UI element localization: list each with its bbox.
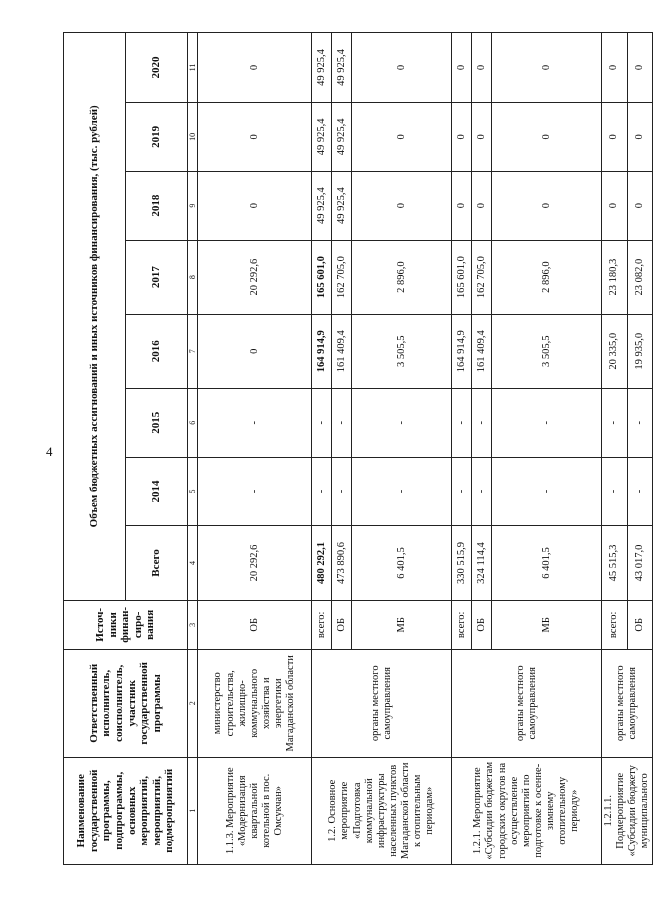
cell-total: 20 292,6	[198, 526, 312, 600]
row-responsible: органы местного самоуправления	[312, 650, 452, 757]
cell-2020: 0	[602, 33, 628, 103]
cell-2017: 2 896,0	[492, 240, 602, 314]
cell-2017: 162 705,0	[332, 240, 352, 314]
column-index: 7	[188, 314, 198, 388]
cell-2014: -	[332, 457, 352, 526]
page-number: 4	[46, 444, 53, 459]
cell-2020: 0	[198, 33, 312, 103]
table-row	[312, 33, 332, 865]
cell-2020: 0	[472, 33, 492, 103]
cell-2019: 0	[492, 103, 602, 172]
header-name: Наименование государственной программы, подпрограммы, основных мероприятий, мероприятий, подмероприятий	[64, 757, 188, 864]
cell-total: 6 401,5	[352, 526, 452, 600]
cell-2016: 161 409,4	[472, 314, 492, 388]
column-index: 4	[188, 526, 198, 600]
header-source: Источ-ники финан-сиро-вания	[64, 600, 188, 649]
cell-2015: -	[602, 388, 628, 457]
header-year: 2015	[126, 388, 188, 457]
cell-2020: 0	[627, 33, 653, 103]
cell-2019: 0	[198, 103, 312, 172]
cell-total: 43 017,0	[627, 526, 653, 600]
cell-2015: -	[452, 388, 472, 457]
funding-table-rotated	[63, 32, 651, 865]
column-index: 10	[188, 103, 198, 172]
cell-2015: -	[627, 388, 653, 457]
column-index: 2	[188, 650, 198, 757]
cell-2020: 0	[492, 33, 602, 103]
column-index: 5	[188, 457, 198, 526]
cell-2019: 0	[627, 103, 653, 172]
cell-2016: 0	[198, 314, 312, 388]
row-name: 1.2.1.1. Подмероприятие «Субсидии бюджету муниципального	[602, 757, 653, 864]
column-index: 3	[188, 600, 198, 649]
cell-2017: 165 601,0	[312, 240, 332, 314]
cell-2019: 0	[472, 103, 492, 172]
column-index: 1	[188, 757, 198, 864]
header-year: 2020	[126, 33, 188, 103]
cell-2016: 20 335,0	[602, 314, 628, 388]
cell-2018: 0	[492, 171, 602, 240]
cell-2018: 49 925,4	[312, 171, 332, 240]
cell-2014: -	[352, 457, 452, 526]
header-funding-group: Объем бюджетных ассигнований и иных источников финансирования, (тыс. рублей)	[64, 33, 126, 601]
cell-2017: 23 180,3	[602, 240, 628, 314]
cell-2020: 0	[352, 33, 452, 103]
cell-2018: 0	[627, 171, 653, 240]
row-source: ОБ	[332, 600, 352, 649]
cell-2020: 49 925,4	[312, 33, 332, 103]
cell-2020: 49 925,4	[332, 33, 352, 103]
cell-2018: 0	[352, 171, 452, 240]
row-source: МБ	[352, 600, 452, 649]
header-year: 2019	[126, 103, 188, 172]
row-responsible: органы местного самоуправления	[602, 650, 653, 757]
header-responsible: Ответственный исполнитель, соисполнитель, участник государственной программы	[64, 650, 188, 757]
column-index: 9	[188, 171, 198, 240]
table-row	[452, 33, 472, 865]
cell-2016: 3 505,5	[352, 314, 452, 388]
cell-2015: -	[492, 388, 602, 457]
row-source: ОБ	[198, 600, 312, 649]
row-source: всего:	[452, 600, 472, 649]
row-name: 1.1.3. Мероприятие «Модернизация квартальной котельной в пос. Омсукчан»	[198, 757, 312, 864]
cell-2020: 0	[452, 33, 472, 103]
cell-2016: 164 914,9	[452, 314, 472, 388]
cell-2016: 19 935,0	[627, 314, 653, 388]
table-row	[602, 33, 628, 865]
table-row	[198, 33, 312, 865]
column-index-row	[188, 33, 198, 865]
row-name: 1.2. Основное мероприятие «Подготовка коммунальной инфраструктуры населенных пунктов Магаданской области к отопительным периодам»	[312, 757, 452, 864]
cell-2018: 49 925,4	[332, 171, 352, 240]
cell-2015: -	[472, 388, 492, 457]
cell-2015: -	[332, 388, 352, 457]
cell-2014: -	[492, 457, 602, 526]
cell-total: 473 890,6	[332, 526, 352, 600]
cell-2015: -	[198, 388, 312, 457]
cell-2019: 0	[352, 103, 452, 172]
cell-2014: -	[452, 457, 472, 526]
cell-2014: -	[472, 457, 492, 526]
cell-total: 480 292,1	[312, 526, 332, 600]
cell-2017: 20 292,6	[198, 240, 312, 314]
header-year: 2017	[126, 240, 188, 314]
cell-2017: 165 601,0	[452, 240, 472, 314]
column-index: 6	[188, 388, 198, 457]
cell-2014: -	[627, 457, 653, 526]
cell-total: 6 401,5	[492, 526, 602, 600]
cell-2014: -	[312, 457, 332, 526]
cell-2019: 49 925,4	[332, 103, 352, 172]
cell-total: 330 515,9	[452, 526, 472, 600]
cell-2018: 0	[198, 171, 312, 240]
cell-total: 45 515,3	[602, 526, 628, 600]
funding-table	[63, 32, 653, 865]
row-source: МБ	[492, 600, 602, 649]
row-responsible: министерство строительства, жилищно-коммунального хозяйства и энергетики Магаданской области	[198, 650, 312, 757]
row-source: ОБ	[627, 600, 653, 649]
header-total: Всего	[126, 526, 188, 600]
cell-2018: 0	[452, 171, 472, 240]
cell-2014: -	[198, 457, 312, 526]
cell-2016: 3 505,5	[492, 314, 602, 388]
header-year: 2018	[126, 171, 188, 240]
row-responsible: органы местного самоуправления	[452, 650, 602, 757]
row-source: всего:	[312, 600, 332, 649]
header-year: 2016	[126, 314, 188, 388]
cell-2017: 23 082,0	[627, 240, 653, 314]
cell-2016: 164 914,9	[312, 314, 332, 388]
cell-2017: 162 705,0	[472, 240, 492, 314]
header-year: 2014	[126, 457, 188, 526]
cell-2018: 0	[602, 171, 628, 240]
cell-2015: -	[352, 388, 452, 457]
cell-2017: 2 896,0	[352, 240, 452, 314]
row-source: всего:	[602, 600, 628, 649]
cell-2015: -	[312, 388, 332, 457]
cell-2019: 49 925,4	[312, 103, 332, 172]
cell-2019: 0	[602, 103, 628, 172]
column-index: 11	[188, 33, 198, 103]
row-name: 1.2.1. Мероприятие «Субсидии бюджетам городских округов на осуществление мероприятий по подготовке к осенне-зимнему отопительному периоду»	[452, 757, 602, 864]
cell-total: 324 114,4	[472, 526, 492, 600]
cell-2014: -	[602, 457, 628, 526]
cell-2016: 161 409,4	[332, 314, 352, 388]
cell-2019: 0	[452, 103, 472, 172]
cell-2018: 0	[472, 171, 492, 240]
column-index: 8	[188, 240, 198, 314]
row-source: ОБ	[472, 600, 492, 649]
